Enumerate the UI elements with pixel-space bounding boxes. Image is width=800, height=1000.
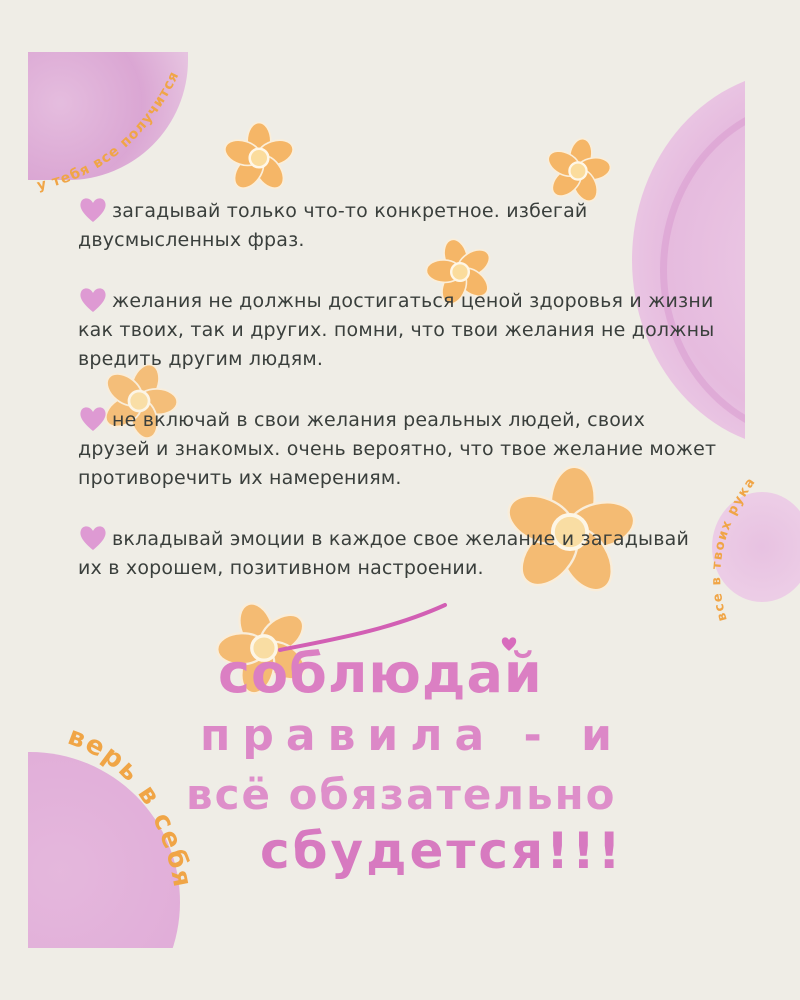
heart-icon xyxy=(78,524,108,552)
headline-line-1: соблюдай xyxy=(218,642,543,705)
headline-line-3: всё обязательно xyxy=(186,770,617,819)
svg-text:верь в себя: верь в себя xyxy=(63,721,198,892)
headline-line-4: сбудется!!! xyxy=(260,822,624,880)
rule-text: вкладывай эмоции в каждое свое желание и загадывай их в хорошем, позитивном настроении. xyxy=(78,528,690,579)
headline-line-2: правила - и xyxy=(200,710,624,761)
caption-top-left xyxy=(20,40,210,210)
flower-icon xyxy=(216,120,302,196)
svg-text:все в твоих руках: все в твоих руках xyxy=(680,459,760,623)
rule-item xyxy=(78,286,718,374)
rule-text: желания не должны достигаться ценой здоровья и жизни как твоих, так и других. помни, что твои желания не должны вредить другим людям. xyxy=(78,290,715,370)
rules-list xyxy=(78,196,718,614)
rule-item xyxy=(78,524,718,583)
heart-icon xyxy=(78,405,108,433)
rule-item xyxy=(78,405,718,493)
rule-text: загадывай только что-то конкретное. избегай двусмысленных фраз. xyxy=(78,200,588,251)
caption-bottom-left xyxy=(50,721,210,945)
heart-icon xyxy=(78,286,108,314)
heart-icon xyxy=(78,196,108,224)
svg-text:у тебя все получится: у тебя все получится xyxy=(35,68,183,194)
rule-item xyxy=(78,196,718,255)
rule-text: не включай в свои желания реальных людей, своих друзей и знакомых. очень вероятно, что твое желание может противоречить их намерениям. xyxy=(78,409,717,489)
